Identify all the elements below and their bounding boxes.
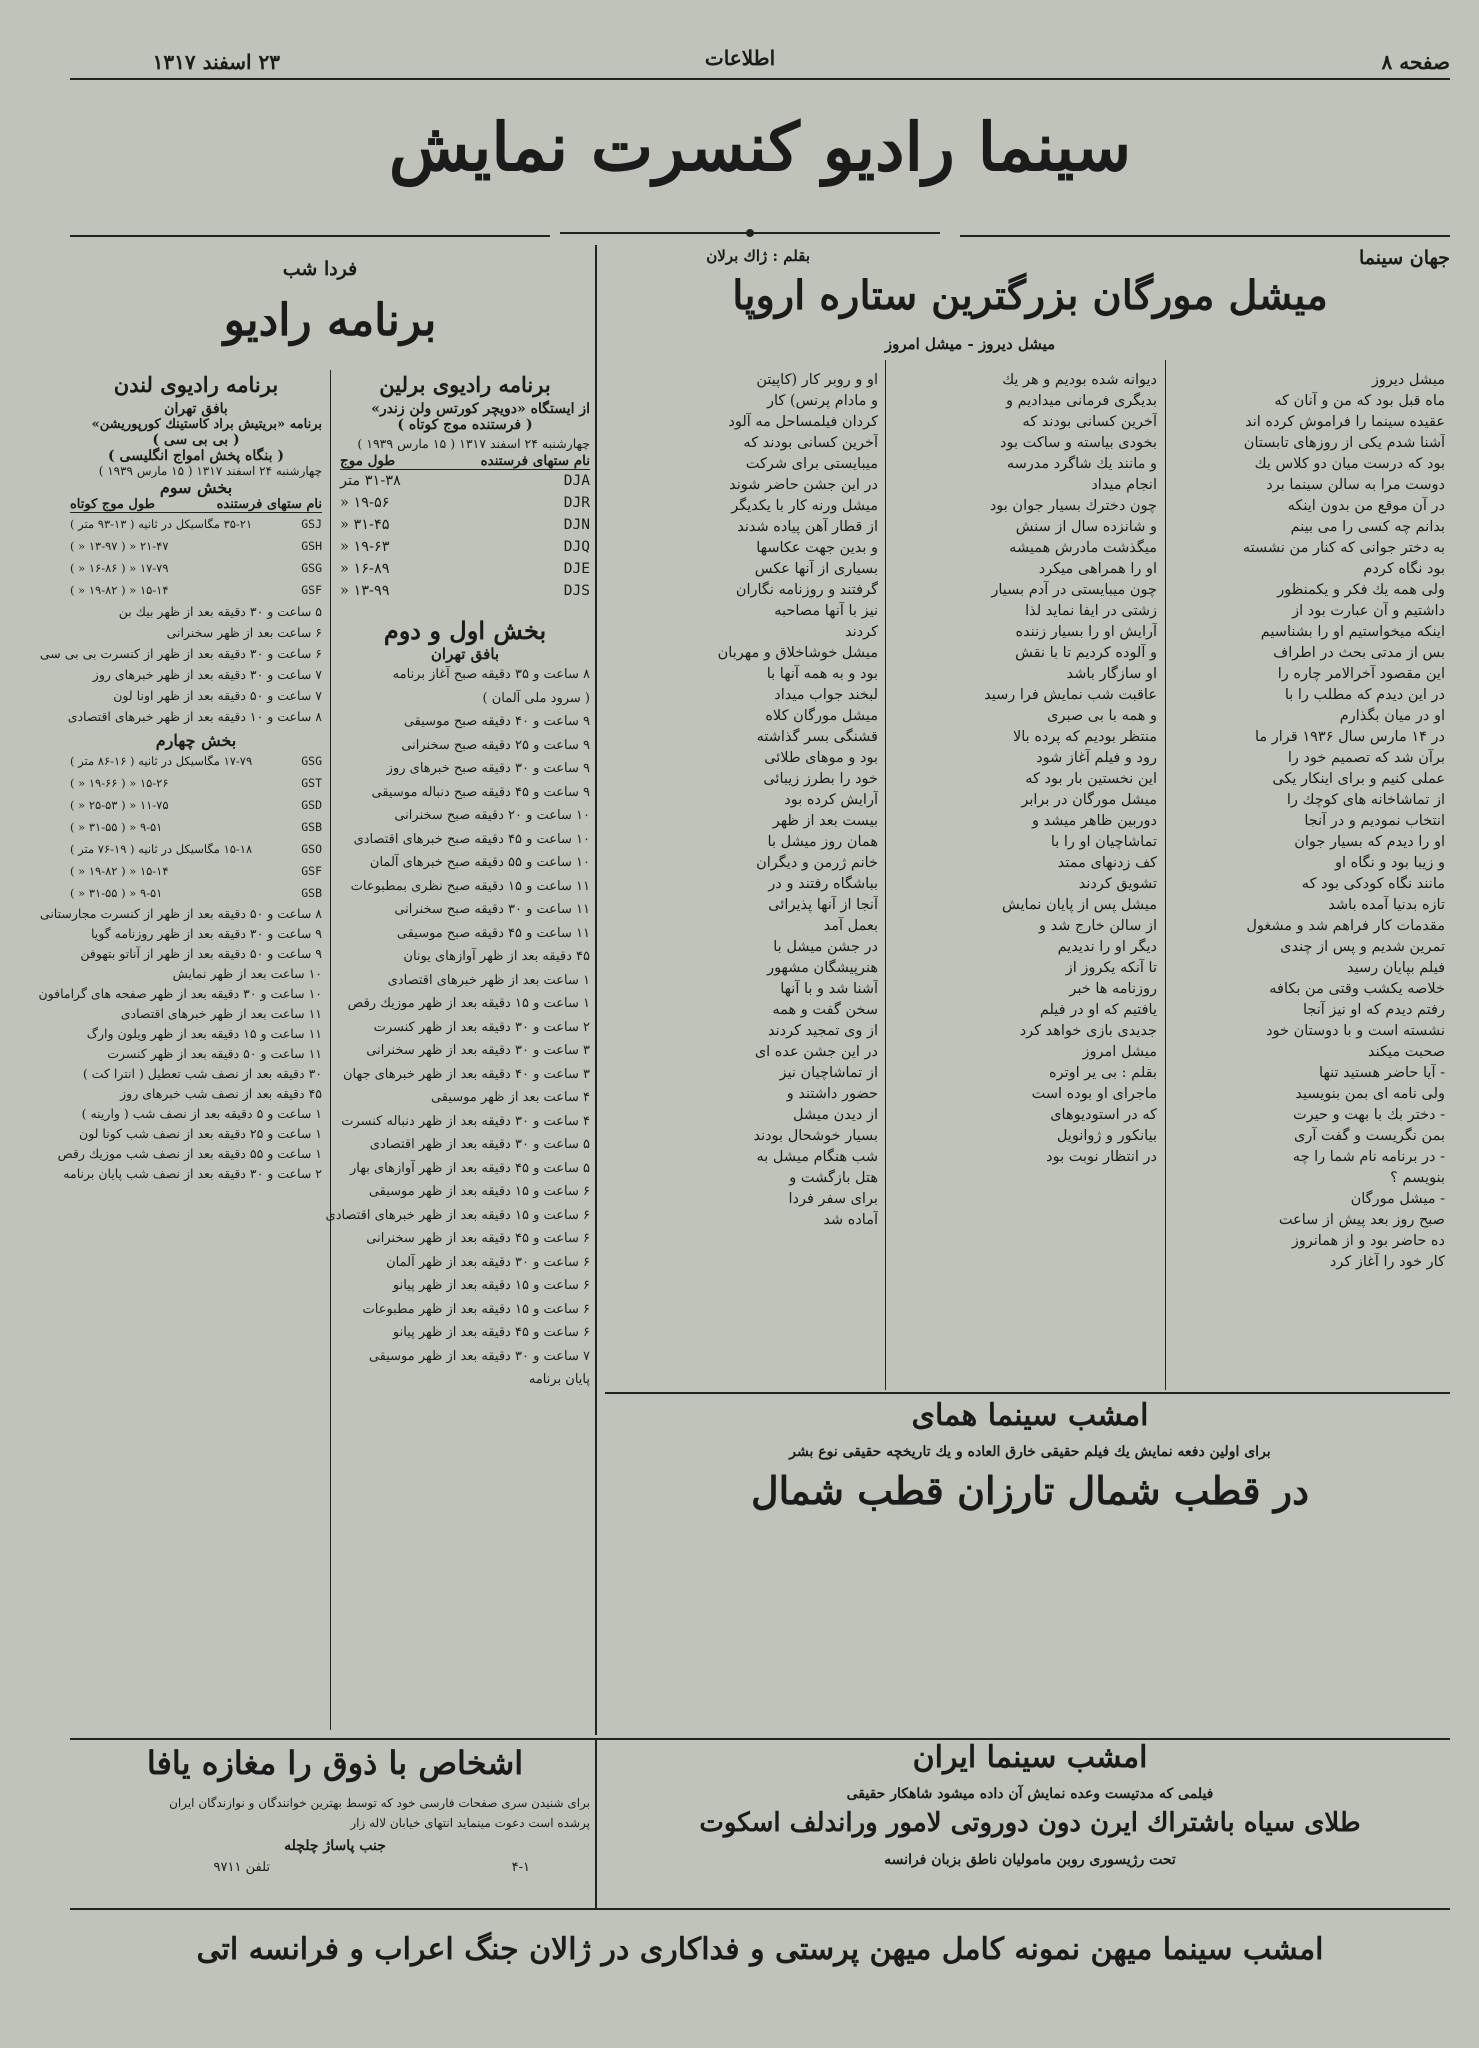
article-line: عقیده سینما را فراموش کرده اند [1245,414,1445,430]
station-wave: ۹-۵۱ « ( ۳۱-۵۵ « ) [70,820,163,834]
station-code: GSJ [301,517,322,531]
station-wave: ۱۵-۱۸ مگاسیکل در ثانیه ( ۱۹-۷۶ متر ) [70,842,253,856]
article-column-1 [1175,370,1445,1380]
schedule-item: ۹ ساعت و ۳۰ دقیقه بعد از ظهر روزنامه گویا [91,926,322,941]
station-wave: ۲۱-۴۷ « ( ۱۳-۹۷ « ) [70,539,169,553]
section-cinema-world: جهان سینما [1358,247,1450,269]
schedule-item: ۶ ساعت و ۳۰ دقیقه بعد از ظهر آلمان [386,1254,590,1270]
article-line: عملی کنیم و برای اینکار یکی [1272,771,1445,787]
schedule-item: ۳ ساعت و ۴۰ دقیقه بعد از ظهر خبرهای جهان [342,1066,590,1082]
article-line: دیگر او را ندیدیم [1057,939,1157,955]
paper-name: اطلاعات [704,46,776,70]
article-line: داشتیم و آن عبارت بود از [1292,603,1445,619]
article-line: خلاصه یکشب وقتی من بکافه [1269,981,1445,997]
article-headline: میشل مورگان بزرگترین ستاره اروپا [732,272,1328,319]
station-row [70,794,322,816]
ad-iran-film: طلای سیاه باشتراك ایرن دون دوروتی لامور وراندلف اسکوت [699,1808,1361,1838]
article-line: ماجرای او بوده است [1031,1086,1157,1102]
schedule-item: ۷ ساعت و ۳۰ دقیقه بعد از ظهر موسیقی [368,1348,590,1364]
article-line: - میشل مورگان [1350,1191,1445,1207]
schedule-item: پایان برنامه [528,1372,590,1387]
station-wave: ۳۱-۳۸ متر [340,473,401,489]
article-line: منتظر بودیم که پرده بالا [1012,729,1157,745]
schedule-item: ۹ ساعت و ۵۰ دقیقه بعد از ظهر از آناتو بتهوفن [80,946,322,961]
article-line: بمن نگریست و گفت آری [1293,1128,1445,1144]
article-line: تمرین شدیم و پس از چندی [1280,939,1445,955]
schedule-item: ۹ ساعت و ۳۰ دقیقه صبح خبرهای روز [386,761,590,776]
station-code: GSG [301,754,322,768]
article-line: در ۱۴ مارس سال ۱۹۳۶ قرار ما [1254,729,1445,745]
article-line: میگذشت مادرش همیشه [1009,540,1157,556]
article-line: و بدین جهت عکاسها [756,540,878,556]
schedule-item: ( سرود ملی آلمان ) [482,690,590,706]
article-col-rule-1 [1165,360,1166,1390]
london-section4: بخش چهارم [155,731,237,750]
article-line: آرایش کرده بود [784,792,878,808]
schedule-item: ۴۵ دقیقه بعد از ظهر آوازهای یونان [403,949,590,964]
berlin-table-header [340,453,590,470]
article-line: تازه بدنیا آمده باشد [1328,897,1445,913]
article-line: کردان فیلمساحل مه آلود [728,414,878,430]
schedule-item: ۱۰ ساعت و ۴۵ دقیقه صبح خبرهای اقتصادی [353,831,590,847]
ornament-divider [560,228,940,238]
ad-yafa-body1: برای شنیدن سری صفحات فارسی خود که توسط بهترین خوانندگان و نوازندگان ایران [169,1796,590,1810]
london-abbr: ( بی بی سی ) [152,432,240,448]
article-line: ماه قبل بود که من و آنان که [1274,393,1445,409]
ad-yafa-code: ۴-۱ [511,1860,530,1875]
ad-homa-film: در قطب شمال تارزان قطب شمال [750,1468,1310,1513]
article-line: شب هنگام میشل به [756,1149,878,1165]
article-line: از وی تمجید کردند [768,1023,878,1039]
article-line: او را دیدم که بسیار جوان [1294,834,1445,850]
article-line: در آن موقع من بدون اینکه [1287,498,1445,514]
article-line: فیلم بپایان رسید [1346,960,1445,976]
article-line: لبخند جواب میداد [774,687,878,703]
station-wave: ۹-۵۱ « ( ۳۱-۵۵ « ) [70,886,163,900]
berlin-program [325,372,590,1392]
london-tz: بافق تهران [164,401,228,417]
article-line: او سازگار باشد [1066,666,1157,682]
london-title: برنامه رادیوی لندن [113,372,279,397]
ad-yafa-title: اشخاص با ذوق را مغازه یافا [146,1744,524,1782]
article-line: میشل پس از پایان نمایش [1002,897,1157,913]
london-station: برنامه «بریتیش براد کاستینك کورپوریشن» [91,417,322,432]
article-line: زشتی در ایفا نماید لذا [1025,603,1157,619]
article-line: میشل امروز [1082,1044,1157,1060]
article-line: بود که درست میان دو کلاس یك [1254,456,1445,472]
article-column-2 [895,370,1157,1380]
bottom-rule [70,1908,1450,1910]
schedule-item: ۸ ساعت و ۱۰ دقیقه بعد از ظهر خبرهای اقتصادی [67,709,322,724]
station-row [70,838,322,860]
col-station-name: نام ستهای فرستنده [216,497,322,512]
station-code: GST [301,776,322,790]
col-station-name: نام ستهای فرستنده [480,453,590,469]
station-wave: ۳۵-۲۱ مگاسیکل در ثانیه ( ۱۳-۹۳ متر ) [70,517,253,531]
article-line: خود را بطرز زیبائی [763,771,878,787]
article-line: میشل دیروز [1371,372,1445,388]
berlin-schedule [325,663,590,1392]
schedule-item: ۴ ساعت و ۳۰ دقیقه بعد از ظهر دنباله کنسرت [341,1113,590,1129]
station-row [70,535,322,557]
station-row [70,860,322,882]
article-line: بیانکور و ژوانویل [1056,1128,1157,1144]
station-row [340,558,590,580]
masthead-title: سینما رادیو کنسرت نمایش [388,108,1132,186]
article-line: رفتم دیدم که او نیز آنجا [1302,1002,1445,1018]
article-line: در انتظار نوبت بود [1046,1149,1157,1165]
station-wave: ۱۹-۵۶ « [340,495,390,511]
article-line: آماده شد [823,1212,878,1228]
article-line: بود و موهای طلائی [764,750,878,766]
station-wave: ۱۷-۷۹ مگاسیکل در ثانیه ( ۱۶-۸۶ متر ) [70,754,253,768]
station-code: DJQ [563,539,590,555]
article-line: هتل بازگشت و [789,1170,878,1186]
schedule-item: ۶ ساعت و ۱۵ دقیقه بعد از ظهر مطبوعات [362,1301,590,1317]
schedule-item: ۹ ساعت و ۲۵ دقیقه صبح سخنرانی [401,737,590,753]
article-line: برای سفر فردا [788,1191,878,1207]
article-line: و آلوده کردیم تا با نقش [1015,645,1157,661]
article-line: از تماشاخانه های کوچك را [1286,792,1445,808]
article-bottom-rule [605,1392,1450,1394]
issue-date: ۲۳ اسفند ۱۳۱۷ [152,50,280,74]
berlin-sub: ( فرستنده موج کوتاه ) [397,417,533,433]
station-code: GSF [301,864,322,878]
schedule-item: ۹ ساعت و ۴۰ دقیقه صبح موسیقی [403,714,590,729]
article-line: به دختر جوانی که کنار من نشسته [1242,540,1445,556]
article-line: بعمل آمد [823,918,878,934]
article-line: تا آنکه یکروز از [1065,960,1157,976]
article-line: آشنا شدم یکی از روزهای تابستان [1243,435,1445,451]
article-line: او در میان بگذارم [1339,708,1445,724]
berlin-title: برنامه رادیوی برلین [379,372,551,397]
article-line: یافتیم که او در فیلم [1039,1002,1157,1018]
schedule-item: ۹ ساعت و ۴۵ دقیقه صبح دنباله موسیقی [371,784,590,800]
article-line: بود و به همه آنها با [766,666,878,682]
article-line: بدانم چه کسی را می بینم [1290,519,1445,535]
berlin-stations [340,470,590,602]
ad-mihan-banner: امشب سینما میهن نمونه کامل میهن پرستی و فداکاری در ژالان جنگ اعراب و فرانسه اتی [196,1932,1324,1967]
ad-iran-title: امشب سینما ایران [912,1740,1148,1775]
article-line: قشنگی بسر گذاشته [756,729,878,745]
london-date: چهارشنبه ۲۴ اسفند ۱۳۱۷ ( ۱۵ مارس ۱۹۳۹ ) [98,464,322,478]
article-line: برآن شد که تصمیم خود را [1287,750,1445,766]
schedule-item: ۱۱ ساعت و ۳۰ دقیقه صبح سخنرانی [394,902,590,917]
station-wave: ۱۷-۷۹ « ( ۱۶-۸۶ « ) [70,561,169,575]
station-row [70,513,322,535]
schedule-item: ۶ ساعت و ۳۰ دقیقه بعد از ظهر از کنسرت بی بی سی [39,646,322,661]
masthead-rule-left [70,235,550,237]
station-code: DJE [563,561,590,577]
article-line: میشل مورگان كلاه [765,708,878,724]
article-line: همان روز میشل با [767,834,878,850]
schedule-item: ۶ ساعت و ۴۵ دقیقه بعد از ظهر پیانو [392,1325,590,1340]
schedule-item: ۱ ساعت بعد از ظهر خبرهای اقتصادی [387,972,590,988]
schedule-item: ۱۱ ساعت و ۴۵ دقیقه صبح موسیقی [396,925,590,941]
masthead-rule-right [960,235,1450,237]
schedule-item: ۸ ساعت و ۵۰ دقیقه بعد از ظهر از کنسرت مجارستانی [39,906,322,921]
schedule-item: ۶ ساعت و ۱۵ دقیقه بعد از ظهر خبرهای اقتصادی [325,1207,590,1223]
article-line: ولی همه یك فکر و یکمنظور [1277,582,1445,598]
station-wave: ۳۱-۴۵ « [340,517,390,533]
schedule-item: ۱ ساعت و ۱۵ دقیقه بعد از ظهر موزیك رقص [347,996,590,1011]
article-line: در این جشن حاضر شوند [729,477,878,493]
article-line: در جشن میشل با [773,939,878,955]
article-line: روزنامه ها خبر [1069,981,1157,997]
schedule-item: ۷ ساعت و ۵۰ دقیقه بعد از ظهر اونا لون [113,688,322,703]
berlin-station: از ایستگاه «دویچر کورتس ولن زندر» [371,401,590,417]
article-line: او را همراهی میکرد [1038,561,1157,577]
schedule-item: ۳ ساعت و ۳۰ دقیقه بعد از ظهر سخنرانی [366,1043,590,1058]
article-line: ده حاضر بود و از همانروز [1291,1233,1445,1249]
col-wave: طول موج [340,453,396,469]
article-line: رود و فیلم آغاز شود [1036,750,1157,766]
article-line: صبح روز بعد پیش از ساعت [1278,1212,1445,1228]
schedule-item: ۱۰ ساعت و ۳۰ دقیقه بعد از ظهر صفحه های گرامافون [38,986,322,1001]
berlin-section-title: بخش اول و دوم [383,616,547,645]
schedule-item: ۶ ساعت و ۱۵ دقیقه بعد از ظهر موسیقی [368,1184,590,1199]
schedule-item: ۱۰ ساعت و ۲۰ دقیقه صبح سخنرانی [394,808,590,823]
schedule-item: ۶ ساعت بعد از ظهر سخنرانی [166,625,322,640]
article-line: این مقصود آخرالامر چاره را [1277,666,1445,682]
london-section3: بخش سوم [159,478,233,497]
station-code: DJR [563,495,590,511]
article-line: آخرین کسانی بودند که [1022,414,1157,430]
article-line: و مادام پرنس) کار [766,393,878,409]
schedule-item: ۵ ساعت و ۳۰ دقیقه بعد از ظهر بیك بن [118,604,322,619]
station-code: GSD [301,798,322,812]
london-schedule-3 [39,601,322,727]
article-line: بخودی بیاسته و ساکت بود [1000,435,1157,451]
page-number: صفحه ۸ [1381,50,1450,74]
article-line: مانند نگاه کودکی بود که [1301,876,1445,892]
schedule-item: ۳۰ دقیقه بعد از نصف شب تعطیل ( انترا کت ) [82,1066,322,1081]
article-line: - آیا حاضر هستید تنها [1319,1065,1445,1081]
article-line: از دیدن میشل [792,1107,878,1123]
article-line: سخن گفت و همه [772,1002,878,1018]
article-line: تماشاچیان او را با [1050,834,1157,850]
station-wave: ۱۱-۷۵ « ( ۲۵-۵۳ « ) [70,798,169,812]
station-wave: ۱۵-۲۶ « ( ۱۹-۶۶ « ) [70,776,169,790]
article-line: بقلم : بی یر اوتره [1049,1065,1157,1081]
london-stations-4 [70,750,322,904]
article-col-rule-2 [885,360,886,1390]
article-line: در این دیدم که مطلب را با [1284,687,1445,703]
schedule-item: ۴۵ دقیقه بعد از نصف شب خبرهای روز [120,1086,322,1101]
article-line: تشویق کردند [1078,876,1157,892]
article-line: دوربین ظاهر میشد و [1031,813,1157,829]
article-line: این نخستین بار بود که [1025,771,1157,787]
article-line: بیست بعد از ظهر [772,813,878,829]
schedule-item: ۵ ساعت و ۳۰ دقیقه بعد از ظهر اقتصادی [369,1137,590,1152]
article-line: میشل مورگان در برابر [1021,792,1157,808]
station-code: GSB [301,886,322,900]
article-line: ولی نامه ای بمن بنویسید [1295,1086,1445,1102]
ad-yafa-body2: پرشده است دعوت مینماید انتهای خیابان لاله زار [350,1816,590,1830]
article-line: - در برنامه نام شما را چه [1292,1149,1445,1165]
station-row [70,557,322,579]
article-line: آنجا از آنها پذیرائی [768,897,878,913]
schedule-item: ۱۱ ساعت و ۱۵ دقیقه بعد از ظهر ویلون وارگ [86,1026,322,1041]
article-line: گرفتند و روزنامه نگاران [735,582,878,598]
article-line: که در استودیوهای [1050,1107,1157,1123]
station-wave: ۱۵-۱۴ « ( ۱۹-۸۲ « ) [70,583,169,597]
ad-yafa-phone: تلفن ۹۷۱۱ [213,1860,270,1875]
london-program [38,372,322,1184]
article-line: انجام میداد [1091,477,1157,493]
article-byline: بقلم : ژاك برلان [706,247,810,265]
station-code: DJN [563,517,590,533]
article-line: نشسته است و با دوستان خود [1266,1023,1445,1039]
station-code: GSF [301,583,322,597]
article-line: بسیار خوشحال بودند [753,1128,878,1144]
article-line: آرایش او را بسیار زننده [1015,624,1157,640]
station-row [340,580,590,602]
ad-yafa-addr: جنب پاساژ چلچله [284,1838,386,1854]
ad-iran-sub: فیلمی که مدتیست وعده نمایش آن داده میشود شاهکار حقیقی [846,1786,1214,1802]
station-row [70,882,322,904]
column-divider-main [595,245,597,1735]
article-line: میبایستی برای شرکت [745,456,878,472]
article-line: و همه با بی صبری [1047,708,1157,724]
article-line: از قطار آهن پیاده شدند [737,519,878,535]
article-line: کف زدنهای ممتد [1057,855,1157,871]
article-line: اینکه میخواستیم او را بشناسیم [1260,624,1445,640]
article-line: بس از مدتی بحث در اطراف [1273,645,1445,661]
station-code: GSH [301,539,322,553]
station-code: DJS [563,583,590,599]
london-sub: ( بنگاه پخش امواج انگلیسی ) [108,448,284,464]
station-row [70,579,322,601]
schedule-item: ۱ ساعت و ۵ دقیقه بعد از نصف شب ( وارینه ) [81,1106,322,1121]
station-wave: ۱۹-۶۳ « [340,539,390,555]
schedule-item: ۸ ساعت و ۳۵ دقیقه صبح آغاز برنامه [392,667,590,682]
article-line: میشل خوشاخلاق و مهربان [717,645,878,661]
radio-col-rule [330,370,331,1730]
ad-homa-title: امشب سینما همای [911,1398,1149,1433]
schedule-item: ۱ ساعت و ۵۵ دقیقه بعد از نصف شب موزیك رقص [57,1146,322,1161]
article-line: بود نگاه کردم [1363,561,1445,577]
article-line: حضور داشتند و [786,1086,878,1102]
station-row [70,816,322,838]
article-line: بباشگاه رفتند و در [768,876,878,892]
station-code: GSG [301,561,322,575]
article-line: بنویسم ؟ [1390,1170,1445,1186]
article-line: انتخاب نمودیم و در آنجا [1304,813,1445,829]
ads-divider [595,1740,597,1910]
article-line: - دختر بك با بهت و حیرت [1292,1107,1445,1123]
article-line: عاقبت شب نمایش فرا رسید [984,687,1157,703]
schedule-item: ۱ ساعت و ۲۵ دقیقه بعد از نصف شب کونا لون [78,1126,322,1141]
article-line: میشل ورنه کار با یکدیگر [731,498,878,514]
schedule-item: ۱۱ ساعت و ۵۰ دقیقه بعد از ظهر کنسرت [107,1046,322,1061]
berlin-tz: بافق تهران [430,645,500,663]
station-code: GSO [301,842,322,856]
article-line: خانم ژرمن و دیگران [756,855,878,871]
article-line: دیوانه شده بودیم و هر یك [1002,372,1157,388]
schedule-item: ۲ ساعت و ۳۰ دقیقه بعد از نصف شب پایان برنامه [63,1166,322,1181]
station-row [340,470,590,492]
article-line: بدیگری فرمانی میدادیم و [1005,393,1157,409]
london-stations-3 [70,513,322,601]
article-line: در این جشن عده ای [754,1044,878,1060]
station-row [70,772,322,794]
station-row [70,750,322,772]
schedule-item: ۶ ساعت و ۱۵ دقیقه بعد از ظهر پیانو [392,1278,590,1293]
radio-kicker: فردا شب [282,258,358,280]
london-schedule-4 [38,904,322,1184]
article-line: چون دخترك بسیار جوان بود [989,498,1157,514]
article-line: و شانزده سال از سنش [1015,519,1157,535]
article-line: جدیدی بازی خواهد کرد [1019,1023,1157,1039]
schedule-item: ۶ ساعت و ۴۵ دقیقه بعد از ظهر سخنرانی [366,1231,590,1246]
article-line: نیز با آنها مصاحبه [774,603,878,619]
article-line: و زیبا بود و نگاه او [1335,855,1445,871]
article-line: او و روبر کار (کاپیتن [756,372,878,388]
article-line: بسیاری از آنها عکس [754,561,878,577]
schedule-item: ۱۰ ساعت بعد از ظهر نمایش [172,966,322,981]
schedule-item: ۵ ساعت و ۴۵ دقیقه بعد از ظهر آوازهای بهار [349,1160,590,1176]
article-subhead: میشل دیروز - میشل امروز [884,335,1056,353]
station-wave: ۱۵-۱۴ « ( ۱۹-۸۲ « ) [70,864,169,878]
col-wave: طول موج کوتاه [70,497,155,512]
header-rule [70,78,1450,80]
article-line: کردند [844,624,878,640]
schedule-item: ۷ ساعت و ۳۰ دقیقه بعد از ظهر خبرهای روز [92,667,322,682]
station-row [340,536,590,558]
station-row [340,514,590,536]
article-line: دوست مرا به سالن سینما برد [1266,477,1445,493]
schedule-item: ۲ ساعت و ۳۰ دقیقه بعد از ظهر کنسرت [373,1019,590,1035]
station-wave: ۱۳-۹۹ « [340,583,390,599]
article-line: و مانند یك شاگرد مدرسه [1006,456,1157,472]
schedule-item: ۱۱ ساعت و ۱۵ دقیقه صبح نظری بمطبوعات [350,878,590,894]
article-line: از سالن خارج شد و [1039,918,1157,934]
london-table-header [70,497,322,513]
radio-title: برنامه رادیو [223,295,437,346]
article-line: از تماشاچیان نیز [779,1065,878,1081]
station-row [340,492,590,514]
article-line: مقدمات کار فراهم شد و مشغول [1246,918,1445,934]
article-column-3 [610,370,878,1380]
article-line: صحبت میکند [1367,1044,1445,1060]
schedule-item: ۴ ساعت بعد از ظهر موسیقی [430,1090,590,1105]
article-line: آخرین کسانی بودند که [743,435,878,451]
berlin-date: چهارشنبه ۲۴ اسفند ۱۳۱۷ ( ۱۵ مارس ۱۹۳۹ ) [357,436,590,451]
article-line: چون میبایستی در آدم بسیار [991,582,1157,598]
station-code: GSB [301,820,322,834]
station-wave: ۱۶-۸۹ « [340,561,390,577]
schedule-item: ۱۰ ساعت و ۵۵ دقیقه صبح خبرهای آلمان [369,855,590,870]
ad-iran-dub: تحت رژیسوری روبن مامولیان ناطق بزبان فرانسه [884,1852,1176,1868]
article-line: هنرپیشگان مشهور [767,960,878,976]
article-line: آشنا شد و با آنها [780,981,878,997]
station-code: DJA [563,473,590,489]
schedule-item: ۱۱ ساعت بعد از ظهر خبرهای اقتصادی [120,1006,322,1021]
ad-homa-sub: برای اولین دفعه نمایش یك فیلم حقیقی خارق العاده و یك تاریخچه حقیقی نوع بشر [789,1444,1271,1460]
article-line: کار خود را آغاز کرد [1329,1254,1445,1270]
